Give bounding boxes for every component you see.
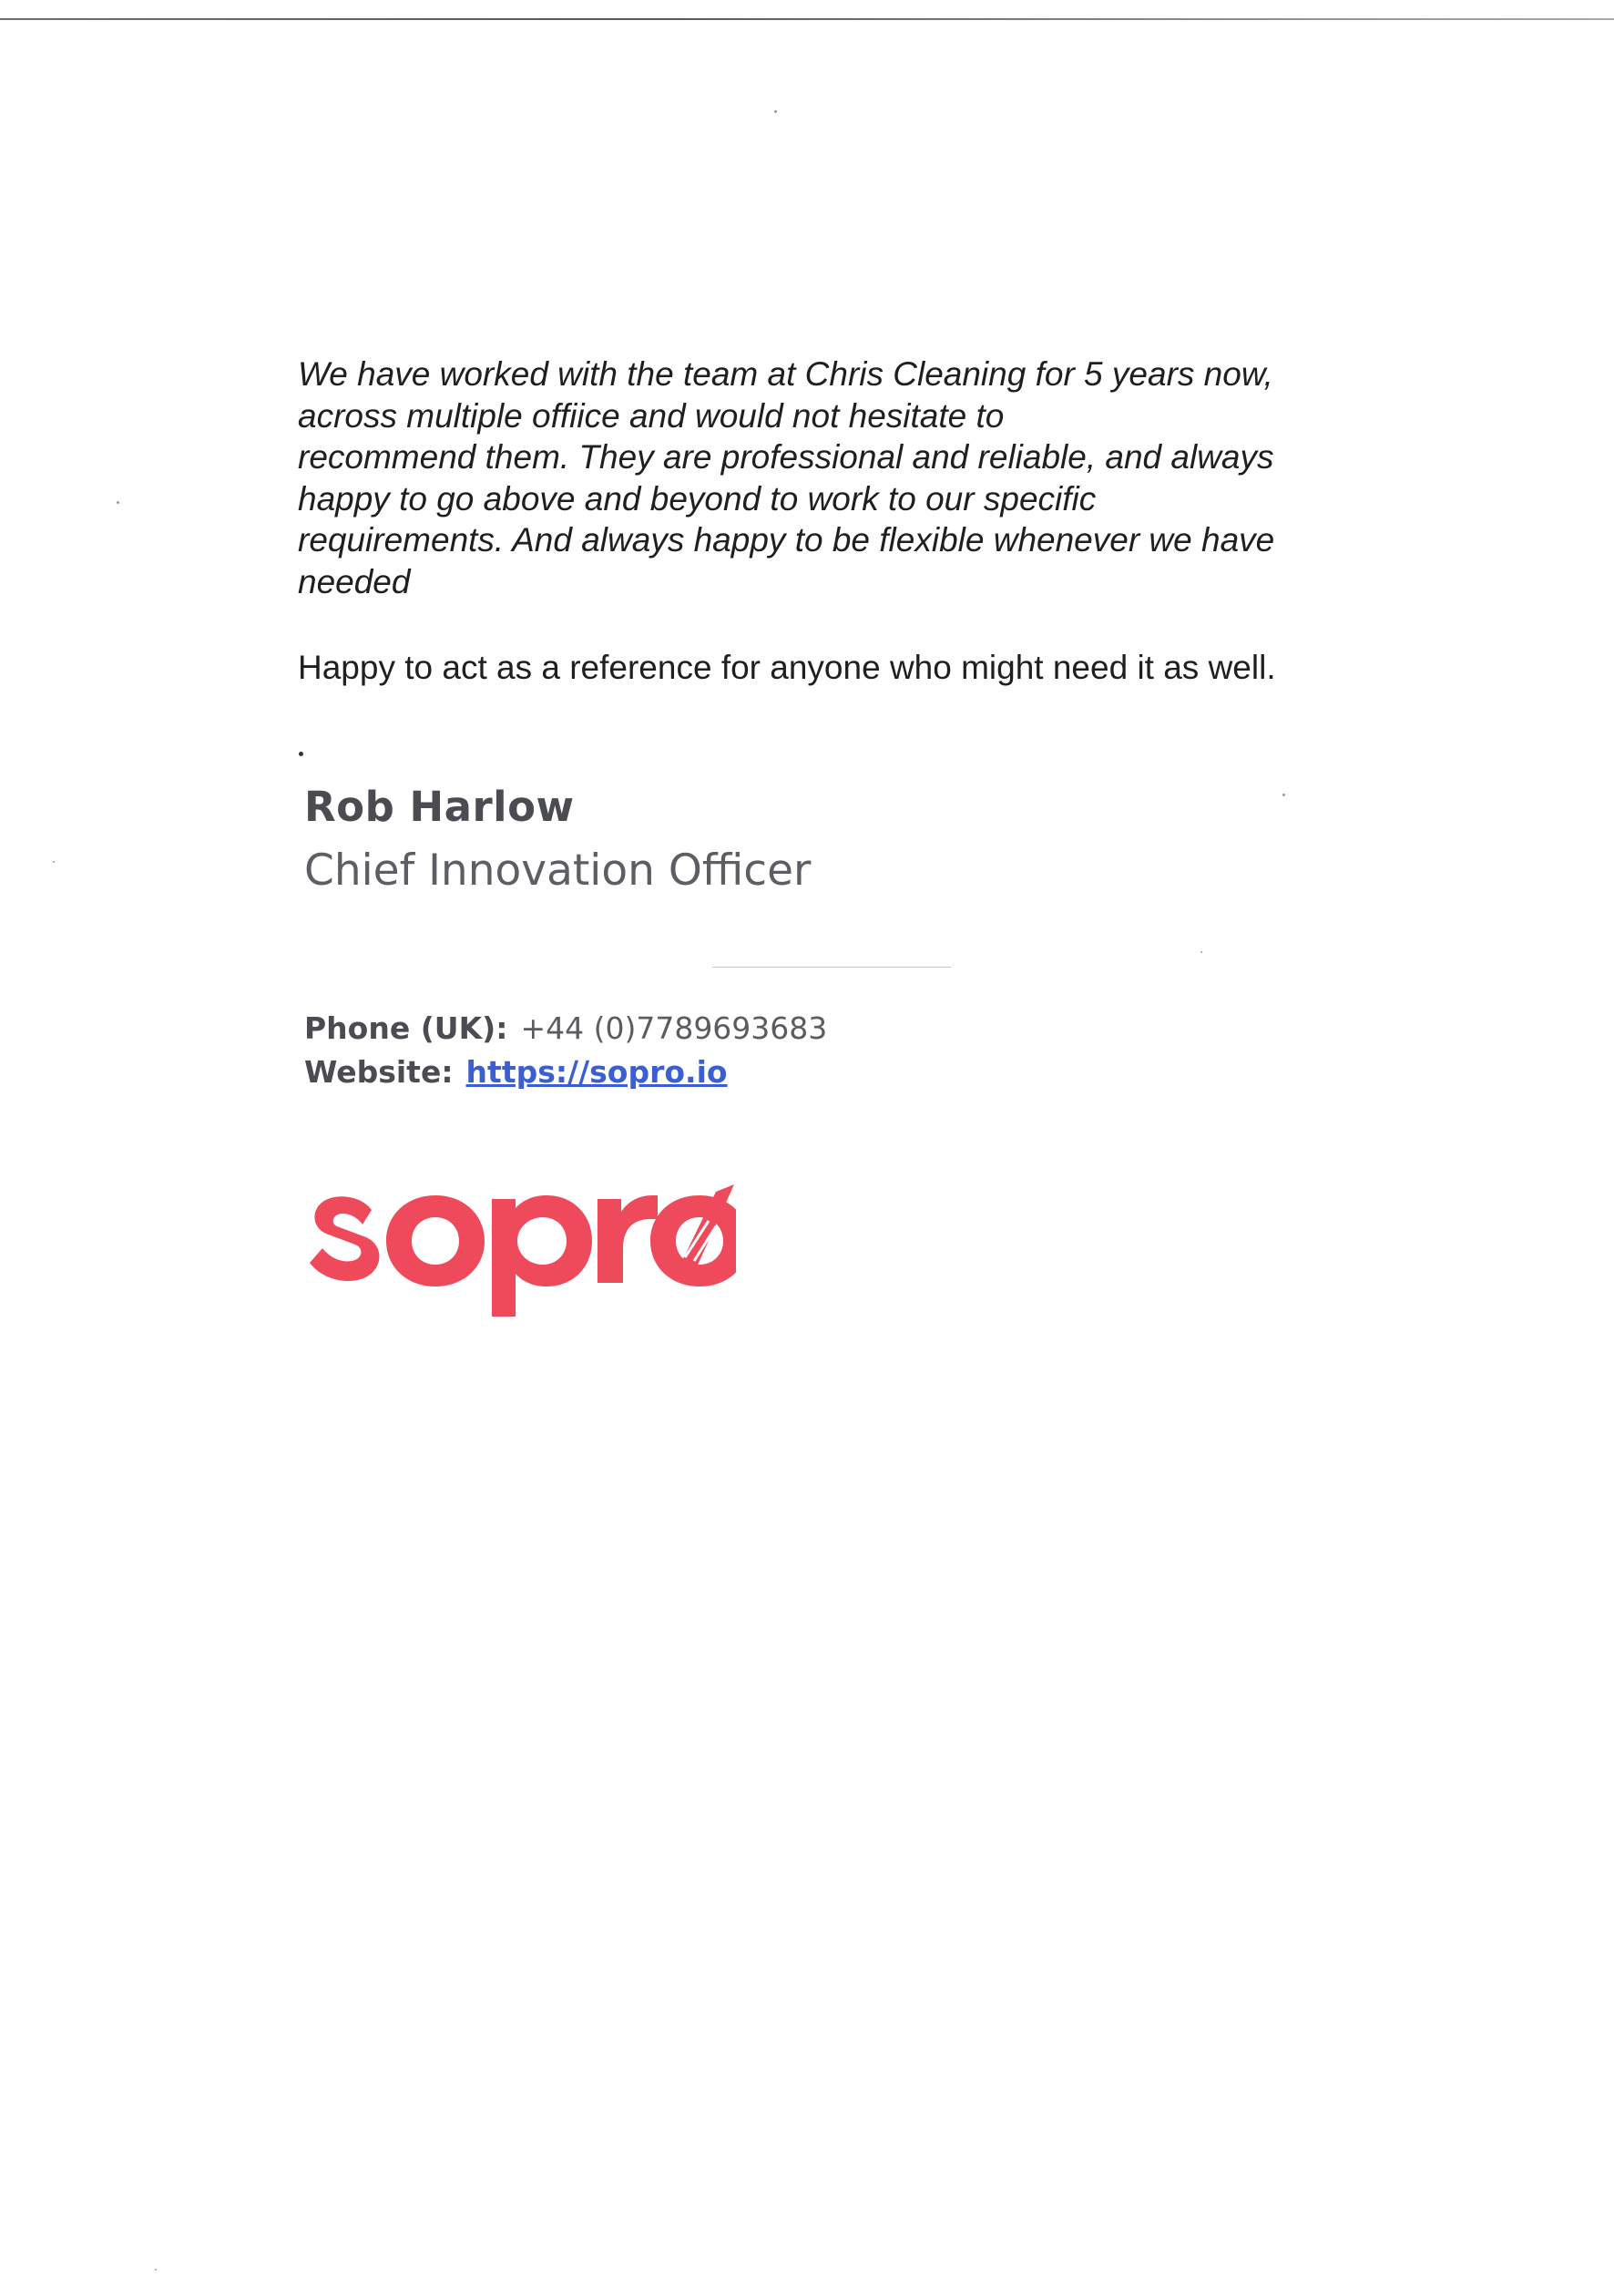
website-row	[304, 1052, 728, 1092]
reference-sentence: Happy to act as a reference for anyone who might need it as well.	[298, 649, 1276, 686]
sopro-logo	[308, 1157, 736, 1317]
testimonial-paragraph	[298, 354, 1354, 602]
signature-title: Chief Innovation Officer	[304, 846, 812, 896]
website-label: Website:	[304, 1054, 454, 1090]
testimonial-line: needed	[298, 562, 411, 600]
phone-value: +44 (0)7789693683	[520, 1010, 828, 1046]
signature-divider	[712, 967, 951, 968]
testimonial-line: recommend them. They are professional and reliable, and always	[298, 438, 1274, 476]
phone-label: Phone (UK):	[304, 1010, 508, 1046]
testimonial-line: We have worked with the team at Chris Cleaning for 5 years now,	[298, 355, 1273, 393]
testimonial-line: across multiple offiice and would not hesitate to	[298, 396, 1005, 435]
website-link[interactable]: https://sopro.io	[465, 1054, 728, 1090]
top-scan-border	[0, 18, 1614, 20]
phone-row	[304, 1009, 827, 1049]
testimonial-line: requirements. And always happy to be flexible whenever we have	[298, 521, 1275, 559]
signature-name: Rob Harlow	[304, 783, 575, 831]
testimonial-line: happy to go above and beyond to work to our specific	[298, 479, 1097, 518]
stray-dot	[299, 752, 303, 756]
